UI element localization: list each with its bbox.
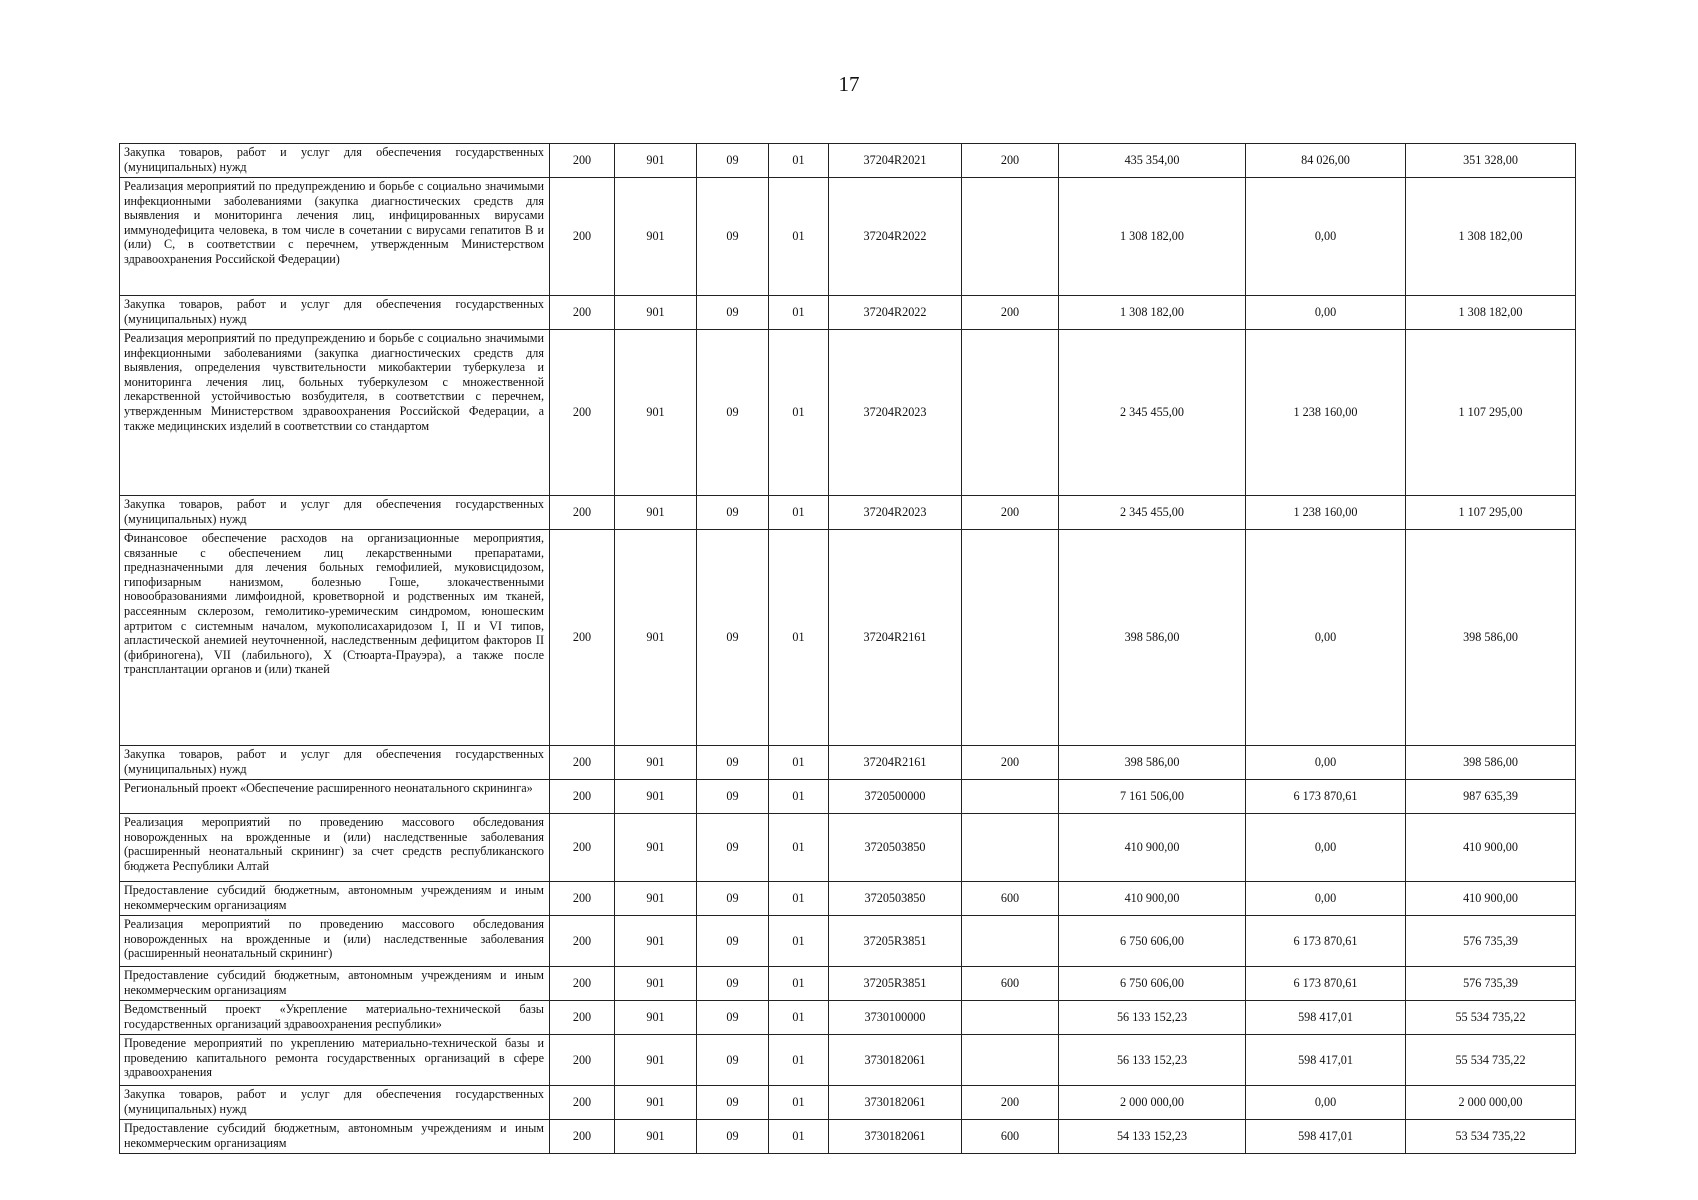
cell-section: 09 [697, 967, 769, 1001]
cell-amount-federal: 0,00 [1246, 178, 1406, 296]
cell-subsection: 01 [769, 530, 829, 746]
cell-ministry: 200 [550, 746, 615, 780]
cell-ministry: 200 [550, 882, 615, 916]
table-row [120, 1035, 1576, 1086]
cell-amount-total: 6 750 606,00 [1059, 916, 1246, 967]
cell-section: 09 [697, 1001, 769, 1035]
cell-ministry: 200 [550, 967, 615, 1001]
cell-amount-republic: 1 107 295,00 [1406, 496, 1576, 530]
cell-amount-federal: 1 238 160,00 [1246, 496, 1406, 530]
cell-expense-type: 600 [962, 967, 1059, 1001]
cell-subsection: 01 [769, 1120, 829, 1154]
cell-amount-federal: 6 173 870,61 [1246, 780, 1406, 814]
cell-name: Проведение мероприятий по укреплению материально-технической базы и проведению капитального ремонта государственных организаций в сфере здравоохранения [120, 1035, 550, 1086]
cell-amount-federal: 0,00 [1246, 296, 1406, 330]
cell-ministry: 200 [550, 780, 615, 814]
cell-amount-federal: 0,00 [1246, 746, 1406, 780]
cell-section: 09 [697, 178, 769, 296]
cell-subsection: 01 [769, 1086, 829, 1120]
cell-target-article: 37205R3851 [829, 967, 962, 1001]
cell-expense-type [962, 530, 1059, 746]
cell-amount-republic: 2 000 000,00 [1406, 1086, 1576, 1120]
cell-code: 901 [615, 496, 697, 530]
cell-section: 09 [697, 780, 769, 814]
cell-target-article: 37204R2021 [829, 144, 962, 178]
cell-subsection: 01 [769, 967, 829, 1001]
cell-expense-type [962, 916, 1059, 967]
cell-code: 901 [615, 916, 697, 967]
cell-amount-republic: 398 586,00 [1406, 530, 1576, 746]
cell-expense-type: 200 [962, 296, 1059, 330]
cell-name: Ведомственный проект «Укрепление материально-технической базы государственных организаций здравоохранения республики» [120, 1001, 550, 1035]
table-row [120, 814, 1576, 882]
cell-target-article: 37204R2022 [829, 296, 962, 330]
cell-expense-type [962, 1001, 1059, 1035]
cell-amount-republic: 576 735,39 [1406, 916, 1576, 967]
cell-expense-type: 200 [962, 1086, 1059, 1120]
cell-amount-republic: 410 900,00 [1406, 882, 1576, 916]
cell-name: Реализация мероприятий по предупреждению и борьбе с социально значимыми инфекционными заболеваниями (закупка диагностических средств для выявления и мониторинга лечения лиц, инфицированных вирусами иммунодефицита человека, в том числе в сочетании с вирусами гепатитов B и (или) C, в соответствии с перечнем, утвержденным Министерством здравоохранения Российской Федерации) [120, 178, 550, 296]
cell-expense-type [962, 330, 1059, 496]
cell-amount-republic: 1 107 295,00 [1406, 330, 1576, 496]
cell-amount-federal: 598 417,01 [1246, 1120, 1406, 1154]
cell-amount-federal: 1 238 160,00 [1246, 330, 1406, 496]
cell-target-article: 3720503850 [829, 882, 962, 916]
cell-amount-republic: 410 900,00 [1406, 814, 1576, 882]
cell-subsection: 01 [769, 814, 829, 882]
cell-expense-type: 200 [962, 496, 1059, 530]
cell-amount-republic: 398 586,00 [1406, 746, 1576, 780]
cell-section: 09 [697, 882, 769, 916]
cell-ministry: 200 [550, 916, 615, 967]
cell-section: 09 [697, 1086, 769, 1120]
cell-code: 901 [615, 296, 697, 330]
cell-name: Реализация мероприятий по предупреждению и борьбе с социально значимыми инфекционными заболеваниями (закупка диагностических средств для выявления, определения чувствительности микобактерии туберкулеза и мониторинга лечения лиц, больных туберкулезом с множественной лекарственной устойчивостью возбудителя, в соответствии с перечнем, утвержденным Министерством здравоохранения Российской Федерации, а также медицинских изделий в соответствии со стандартом [120, 330, 550, 496]
cell-section: 09 [697, 814, 769, 882]
cell-section: 09 [697, 330, 769, 496]
table-body [120, 144, 1576, 1154]
cell-target-article: 37204R2022 [829, 178, 962, 296]
cell-name: Закупка товаров, работ и услуг для обеспечения государственных (муниципальных) нужд [120, 1086, 550, 1120]
cell-name: Закупка товаров, работ и услуг для обеспечения государственных (муниципальных) нужд [120, 144, 550, 178]
cell-ministry: 200 [550, 178, 615, 296]
cell-amount-total: 7 161 506,00 [1059, 780, 1246, 814]
table-row [120, 330, 1576, 496]
cell-section: 09 [697, 1120, 769, 1154]
cell-section: 09 [697, 916, 769, 967]
cell-amount-total: 410 900,00 [1059, 882, 1246, 916]
cell-subsection: 01 [769, 882, 829, 916]
cell-amount-total: 2 345 455,00 [1059, 330, 1246, 496]
table-row [120, 178, 1576, 296]
cell-name: Региональный проект «Обеспечение расширенного неонатального скрининга» [120, 780, 550, 814]
page-number: 17 [838, 72, 860, 96]
cell-section: 09 [697, 496, 769, 530]
cell-name: Предоставление субсидий бюджетным, автономным учреждениям и иным некоммерческим организациям [120, 882, 550, 916]
cell-target-article: 3720503850 [829, 814, 962, 882]
cell-amount-total: 1 308 182,00 [1059, 178, 1246, 296]
cell-ministry: 200 [550, 530, 615, 746]
cell-target-article: 3730182061 [829, 1035, 962, 1086]
table-row [120, 496, 1576, 530]
cell-section: 09 [697, 296, 769, 330]
cell-name: Реализация мероприятий по проведению массового обследования новорожденных на врожденные и (или) наследственные заболевания (расширенный неонатальный скрининг) [120, 916, 550, 967]
cell-subsection: 01 [769, 296, 829, 330]
cell-code: 901 [615, 780, 697, 814]
cell-amount-federal: 598 417,01 [1246, 1001, 1406, 1035]
table-row [120, 1086, 1576, 1120]
cell-ministry: 200 [550, 1035, 615, 1086]
cell-expense-type [962, 814, 1059, 882]
table-row [120, 1120, 1576, 1154]
cell-expense-type: 600 [962, 1120, 1059, 1154]
cell-amount-total: 2 000 000,00 [1059, 1086, 1246, 1120]
cell-amount-federal: 6 173 870,61 [1246, 967, 1406, 1001]
cell-section: 09 [697, 1035, 769, 1086]
cell-amount-republic: 987 635,39 [1406, 780, 1576, 814]
table-row [120, 780, 1576, 814]
cell-code: 901 [615, 1086, 697, 1120]
cell-amount-total: 56 133 152,23 [1059, 1001, 1246, 1035]
cell-code: 901 [615, 1001, 697, 1035]
cell-name: Реализация мероприятий по проведению массового обследования новорожденных на врожденные и (или) наследственные заболевания (расширенный неонатальный скрининг) за счет средств республиканского бюджета Республики Алтай [120, 814, 550, 882]
cell-expense-type: 200 [962, 144, 1059, 178]
table-row [120, 530, 1576, 746]
cell-amount-republic: 576 735,39 [1406, 967, 1576, 1001]
cell-expense-type [962, 1035, 1059, 1086]
cell-subsection: 01 [769, 496, 829, 530]
table-row [120, 967, 1576, 1001]
cell-amount-republic: 53 534 735,22 [1406, 1120, 1576, 1154]
cell-code: 901 [615, 882, 697, 916]
cell-amount-federal: 0,00 [1246, 882, 1406, 916]
cell-ministry: 200 [550, 496, 615, 530]
cell-amount-federal: 0,00 [1246, 814, 1406, 882]
table-row [120, 882, 1576, 916]
cell-ministry: 200 [550, 1001, 615, 1035]
cell-section: 09 [697, 530, 769, 746]
cell-subsection: 01 [769, 330, 829, 496]
cell-name: Предоставление субсидий бюджетным, автономным учреждениям и иным некоммерческим организациям [120, 1120, 550, 1154]
cell-subsection: 01 [769, 1035, 829, 1086]
cell-code: 901 [615, 967, 697, 1001]
cell-ministry: 200 [550, 330, 615, 496]
cell-expense-type: 200 [962, 746, 1059, 780]
cell-amount-republic: 55 534 735,22 [1406, 1035, 1576, 1086]
cell-subsection: 01 [769, 916, 829, 967]
cell-ministry: 200 [550, 814, 615, 882]
cell-amount-republic: 351 328,00 [1406, 144, 1576, 178]
cell-expense-type [962, 780, 1059, 814]
table-row [120, 144, 1576, 178]
cell-amount-republic: 1 308 182,00 [1406, 178, 1576, 296]
cell-amount-federal: 598 417,01 [1246, 1035, 1406, 1086]
table-row [120, 916, 1576, 967]
cell-name: Закупка товаров, работ и услуг для обеспечения государственных (муниципальных) нужд [120, 746, 550, 780]
cell-amount-total: 435 354,00 [1059, 144, 1246, 178]
cell-target-article: 3720500000 [829, 780, 962, 814]
cell-name: Предоставление субсидий бюджетным, автономным учреждениям и иным некоммерческим организациям [120, 967, 550, 1001]
cell-amount-federal: 6 173 870,61 [1246, 916, 1406, 967]
budget-table [119, 143, 1576, 1154]
cell-amount-republic: 1 308 182,00 [1406, 296, 1576, 330]
cell-code: 901 [615, 746, 697, 780]
cell-amount-total: 54 133 152,23 [1059, 1120, 1246, 1154]
cell-subsection: 01 [769, 1001, 829, 1035]
table-row [120, 1001, 1576, 1035]
table-row [120, 746, 1576, 780]
cell-amount-federal: 84 026,00 [1246, 144, 1406, 178]
cell-ministry: 200 [550, 144, 615, 178]
cell-amount-total: 2 345 455,00 [1059, 496, 1246, 530]
cell-target-article: 37204R2023 [829, 330, 962, 496]
cell-code: 901 [615, 1120, 697, 1154]
cell-target-article: 37205R3851 [829, 916, 962, 967]
cell-code: 901 [615, 1035, 697, 1086]
cell-code: 901 [615, 178, 697, 296]
cell-amount-total: 56 133 152,23 [1059, 1035, 1246, 1086]
cell-amount-total: 398 586,00 [1059, 746, 1246, 780]
cell-ministry: 200 [550, 1086, 615, 1120]
cell-section: 09 [697, 746, 769, 780]
cell-name: Закупка товаров, работ и услуг для обеспечения государственных (муниципальных) нужд [120, 296, 550, 330]
table-row [120, 296, 1576, 330]
cell-amount-republic: 55 534 735,22 [1406, 1001, 1576, 1035]
cell-amount-federal: 0,00 [1246, 1086, 1406, 1120]
cell-ministry: 200 [550, 1120, 615, 1154]
cell-ministry: 200 [550, 296, 615, 330]
cell-target-article: 3730100000 [829, 1001, 962, 1035]
cell-target-article: 37204R2161 [829, 746, 962, 780]
cell-expense-type: 600 [962, 882, 1059, 916]
cell-amount-federal: 0,00 [1246, 530, 1406, 746]
cell-section: 09 [697, 144, 769, 178]
cell-code: 901 [615, 144, 697, 178]
cell-amount-total: 410 900,00 [1059, 814, 1246, 882]
cell-amount-total: 1 308 182,00 [1059, 296, 1246, 330]
cell-subsection: 01 [769, 780, 829, 814]
cell-code: 901 [615, 330, 697, 496]
cell-amount-total: 6 750 606,00 [1059, 967, 1246, 1001]
cell-subsection: 01 [769, 144, 829, 178]
cell-amount-total: 398 586,00 [1059, 530, 1246, 746]
cell-subsection: 01 [769, 746, 829, 780]
cell-target-article: 37204R2161 [829, 530, 962, 746]
cell-target-article: 37204R2023 [829, 496, 962, 530]
cell-name: Финансовое обеспечение расходов на организационные мероприятия, связанные с обеспечением лиц лекарственными препаратами, предназначенными для лечения больных гемофилией, муковисцидозом, гипофизарным нанизмом, болезнью Гоше, злокачественными новообразованиями лимфоидной, кроветворной и родственных им тканей, рассеянным склерозом, гемолитико-уремическим синдромом, юношеским артритом с системным началом, мукополисахаридозом I, II и VI типов, апластической анемией неуточненной, наследственным дефицитом факторов II (фибриногена), VII (лабильного), X (Стюарта-Прауэра), а также после трансплантации органов и (или) тканей [120, 530, 550, 746]
cell-expense-type [962, 178, 1059, 296]
cell-subsection: 01 [769, 178, 829, 296]
cell-target-article: 3730182061 [829, 1086, 962, 1120]
cell-target-article: 3730182061 [829, 1120, 962, 1154]
cell-code: 901 [615, 814, 697, 882]
cell-name: Закупка товаров, работ и услуг для обеспечения государственных (муниципальных) нужд [120, 496, 550, 530]
cell-code: 901 [615, 530, 697, 746]
